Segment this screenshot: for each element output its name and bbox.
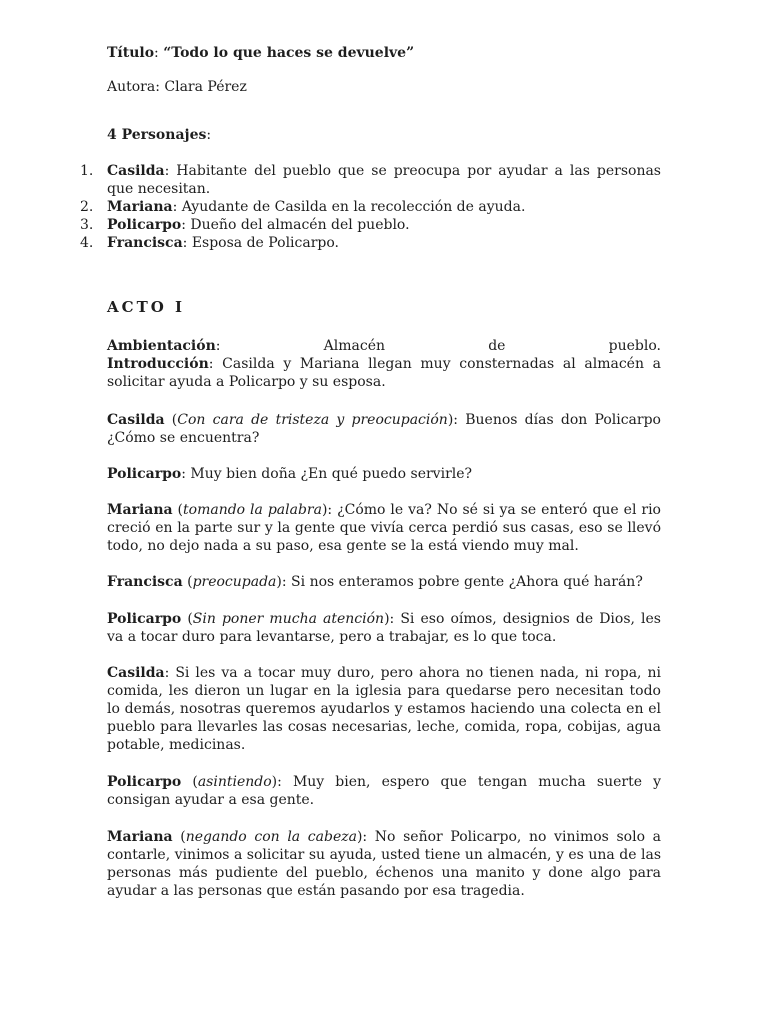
dialogue-line: Policarpo (asintiendo): Muy bien, espero que tengan mucha suerte y consigan ayudar a esa gente. bbox=[107, 774, 661, 808]
cast-item-name: Francisca bbox=[107, 235, 183, 251]
cast-item-description: Ayudante de Casilda en la recolección de ayuda. bbox=[181, 199, 526, 215]
play-title: “Todo lo que haces se devuelve” bbox=[163, 45, 415, 61]
dialogue-text: No señor Policarpo, no vinimos solo a contarle, vinimos a solicitar su ayuda, usted tiene un almacén, y es una de las personas más pudiente del pueblo, échenos una manito y done algo para ayudar a las personas que están pasando por esa tragedia. bbox=[107, 829, 661, 899]
dialogue-text: Si nos enteramos pobre gente ¿Ahora qué harán? bbox=[291, 574, 643, 590]
cast-item-number: 2. bbox=[80, 199, 94, 215]
stage-direction: Con cara de tristeza y preocupación bbox=[177, 412, 448, 428]
dialogue-line: Francisca (preocupada): Si nos enteramos pobre gente ¿Ahora qué harán? bbox=[107, 574, 643, 590]
stage-direction: negando con la cabeza bbox=[185, 829, 357, 845]
author-line: Autora: Clara Pérez bbox=[107, 79, 247, 95]
ambientacion-line: Ambientación: Almacén de pueblo. bbox=[107, 338, 661, 354]
dialogue-line: Casilda (Con cara de tristeza y preocupación): Buenos días don Policarpo ¿Cómo se encuentra? bbox=[107, 412, 661, 446]
dialogue-line: Policarpo: Muy bien doña ¿En qué puedo servirle? bbox=[107, 466, 473, 482]
dialogue-text: Muy bien, espero que tengan mucha suerte y consigan ayudar a esa gente. bbox=[107, 774, 661, 808]
cast-item-name: Casilda bbox=[107, 163, 165, 179]
dialogue-line: Policarpo (Sin poner mucha atención): Si eso oímos, designios de Dios, les va a tocar duro para levantarse, pero a trabajar, es lo que toca. bbox=[107, 611, 661, 645]
cast-list bbox=[80, 162, 661, 252]
dialogue-text: Muy bien doña ¿En qué puedo servirle? bbox=[190, 466, 473, 482]
stage-direction: Sin poner mucha atención bbox=[192, 611, 385, 627]
speaker-name: Francisca bbox=[107, 574, 183, 590]
ambientacion-word: de bbox=[488, 338, 506, 354]
characters-heading: 4 Personajes: bbox=[107, 127, 212, 143]
cast-item: 2. Mariana: Ayudante de Casilda en la recolección de ayuda. bbox=[80, 199, 526, 215]
cast-item-description: Habitante del pueblo que se preocupa por ayudar a las personas que necesitan. bbox=[107, 163, 661, 197]
title-line: Título: “Todo lo que haces se devuelve” bbox=[107, 45, 415, 61]
document-page bbox=[80, 44, 662, 900]
dialogue-text: Si eso oímos, designios de Dios, les va a tocar duro para levantarse, pero a trabajar, es lo que toca. bbox=[107, 611, 661, 645]
cast-item-description: Esposa de Policarpo. bbox=[191, 235, 339, 251]
stage-direction: tomando la palabra bbox=[183, 502, 322, 518]
dialogue-line: Mariana (tomando la palabra): ¿Cómo le va? No sé si ya se enteró que el rio creció en la parte sur y la gente que vivía cerca perdió sus casas, eso se llevó todo, no dejo nada a su paso, esa gente se la está viendo muy mal. bbox=[107, 502, 661, 554]
speaker-name: Mariana bbox=[107, 829, 173, 845]
ambientacion-word: Almacén bbox=[323, 338, 386, 354]
dialogue-line: Mariana (negando con la cabeza): No señor Policarpo, no vinimos solo a contarle, vinimos a solicitar su ayuda, usted tiene un almacén, y es una de las personas más pudiente del pueblo, échenos una manito y done algo para ayudar a las personas que están pasando por esa tragedia. bbox=[107, 829, 661, 899]
speaker-name: Policarpo bbox=[107, 466, 182, 482]
cast-item: 4. Francisca: Esposa de Policarpo. bbox=[80, 235, 339, 251]
speaker-name: Casilda bbox=[107, 665, 165, 681]
cast-item-description: Dueño del almacén del pueblo. bbox=[190, 217, 410, 233]
speaker-name: Casilda bbox=[107, 412, 165, 428]
dialogue-line: Casilda: Si les va a tocar muy duro, pero ahora no tienen nada, ni ropa, ni comida, les dieron un lugar en la iglesia para quedarse pero necesitan todo lo demás, nosotras queremos ayudarlos y estamos haciendo una colecta en el pueblo para llevarles las cosas necesarias, leche, comida, ropa, cobijas, agua potable, medicinas. bbox=[107, 665, 662, 753]
ambientacion-label: Ambientación bbox=[107, 338, 216, 354]
setting-block bbox=[107, 337, 661, 391]
speaker-name: Mariana bbox=[107, 502, 173, 518]
cast-item-number: 3. bbox=[80, 217, 94, 233]
cast-item: 1. Casilda: Habitante del pueblo que se preocupa por ayudar a las personas que necesitan. bbox=[80, 163, 661, 197]
cast-item-name: Policarpo bbox=[107, 217, 182, 233]
dialogue-text: Buenos días don Policarpo ¿Cómo se encuentra? bbox=[107, 412, 661, 446]
characters-heading-text: 4 Personajes bbox=[107, 127, 207, 143]
speaker-name: Policarpo bbox=[107, 774, 182, 790]
cast-item-number: 1. bbox=[80, 163, 94, 179]
dialogue-text: Si les va a tocar muy duro, pero ahora no tienen nada, ni ropa, ni comida, les dieron un lugar en la iglesia para quedarse pero necesitan todo lo demás, nosotras queremos ayudarlos y estamos haciendo una colecta en el pueblo para llevarles las cosas necesarias, leche, comida, ropa, cobijas, agua potable, medicinas. bbox=[107, 665, 662, 753]
cast-item-number: 4. bbox=[80, 235, 94, 251]
dialogue-text: ¿Cómo le va? No sé si ya se enteró que el rio creció en la parte sur y la gente que vivía cerca perdió sus casas, eso se llevó todo, no dejo nada a su paso, esa gente se la está viendo muy mal. bbox=[107, 502, 661, 554]
title-label: Título bbox=[107, 45, 155, 61]
ambientacion-word: pueblo. bbox=[608, 338, 661, 354]
introduccion-text: Casilda y Mariana llegan muy consternadas al almacén a solicitar ayuda a Policarpo y su esposa. bbox=[107, 356, 661, 390]
stage-direction: asintiendo bbox=[197, 774, 272, 790]
speaker-name: Policarpo bbox=[107, 611, 182, 627]
stage-direction: preocupada bbox=[192, 574, 277, 590]
introduccion-label: Introducción bbox=[107, 356, 209, 372]
cast-item: 3. Policarpo: Dueño del almacén del pueblo. bbox=[80, 217, 410, 233]
act-heading: ACTO I bbox=[107, 298, 186, 316]
cast-item-name: Mariana bbox=[107, 199, 173, 215]
introduccion-line: Introducción: Casilda y Mariana llegan muy consternadas al almacén a solicitar ayuda a Policarpo y su esposa. bbox=[107, 356, 661, 390]
